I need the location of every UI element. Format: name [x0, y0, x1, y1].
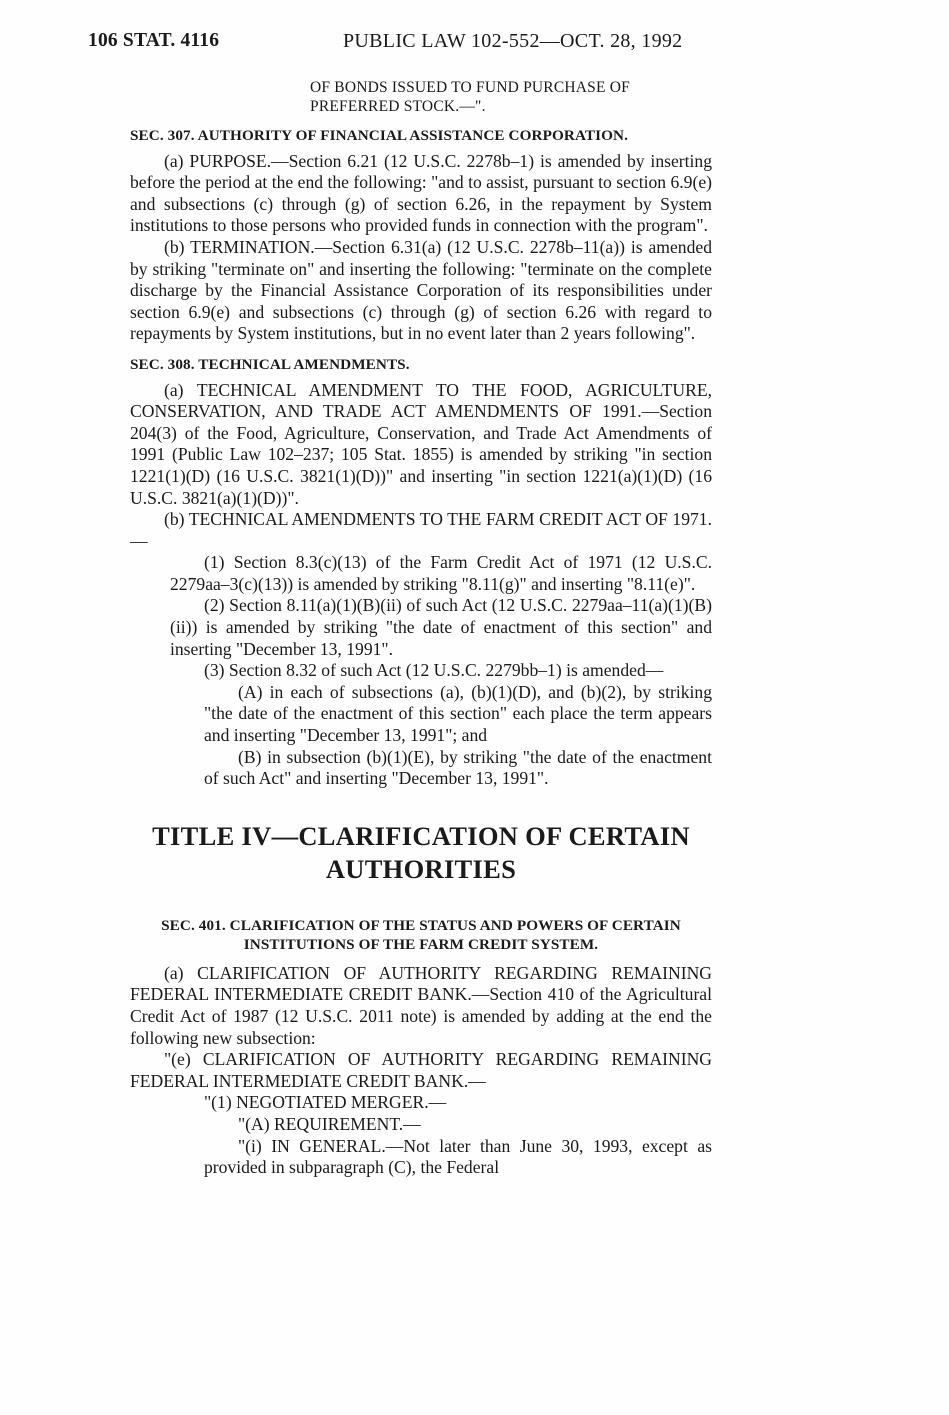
sec-307-subsection-a: (a) PURPOSE.—Section 6.21 (12 U.S.C. 2278b–1) is amended by inserting before the period at the end the following: "and to assist, pursuant to section 6.9(e) and subsections (c) through (g) of section 6.26, in the repayment by System institutions to those persons who provided funds in connection with the program".	[130, 150, 712, 236]
title-iv-heading	[130, 820, 712, 886]
section-306-continuation: OF BONDS ISSUED TO FUND PURCHASE OF PREFERRED STOCK.—".	[310, 79, 630, 115]
sec-401-heading-line-2: INSTITUTIONS OF THE FARM CREDIT SYSTEM.	[243, 935, 599, 953]
sec-401-subsection-a: (a) CLARIFICATION OF AUTHORITY REGARDING REMAINING FEDERAL INTERMEDIATE CREDIT BANK.—Section 410 of the Agricultural Credit Act of 1987 (12 U.S.C. 2011 note) is amended by adding at the end the following new subsection:	[130, 962, 712, 1048]
sec-308-b-paragraph-3: (3) Section 8.32 of such Act (12 U.S.C. 2279bb–1) is amended—	[204, 660, 664, 681]
statute-page-number: 106 STAT. 4116	[88, 30, 220, 51]
sec-401-heading	[130, 916, 712, 954]
title-iv-line-2: AUTHORITIES	[325, 853, 517, 884]
sec-308-b-paragraph-2: (2) Section 8.11(a)(1)(B)(ii) of such Act (12 U.S.C. 2279aa–11(a)(1)(B)(ii)) is amended by striking "the date of enactment of this section" and inserting "December 13, 1991".	[170, 595, 712, 659]
sec-307-heading: SEC. 307. AUTHORITY OF FINANCIAL ASSISTANCE CORPORATION.	[130, 127, 629, 144]
sec-308-b-paragraph-1: (1) Section 8.3(c)(13) of the Farm Credit Act of 1971 (12 U.S.C. 2279aa–3(c)(13)) is amended by striking "8.11(g)" and inserting "8.11(e)".	[170, 552, 712, 594]
sec-308-b-3-subparagraph-b: (B) in subsection (b)(1)(E), by striking "the date of the enactment of such Act" and inserting "December 13, 1991".	[204, 746, 712, 789]
sec-308-subsection-b: (b) TECHNICAL AMENDMENTS TO THE FARM CREDIT ACT OF 1971.—	[130, 509, 712, 551]
body-column	[130, 78, 712, 1179]
sec-308-heading: SEC. 308. TECHNICAL AMENDMENTS.	[130, 355, 410, 373]
sec-308-b-3-subparagraph-a: (A) in each of subsections (a), (b)(1)(D), and (b)(2), by striking "the date of the enactment of this section" each place the term appears and inserting "December 13, 1991"; and	[204, 681, 712, 746]
sec-401-new-subsection-e: "(e) CLARIFICATION OF AUTHORITY REGARDING REMAINING FEDERAL INTERMEDIATE CREDIT BANK.—	[130, 1049, 712, 1091]
sec-401-e-1-a-clause-i: "(i) IN GENERAL.—Not later than June 30, 1993, except as provided in subparagraph (C), the Federal	[204, 1135, 712, 1178]
sec-308-subsection-a: (a) TECHNICAL AMENDMENT TO THE FOOD, AGRICULTURE, CONSERVATION, AND TRADE ACT AMENDMENTS OF 1991.—Section 204(3) of the Food, Agriculture, Conservation, and Trade Act Amendments of 1991 (Public Law 102–237; 105 Stat. 1855) is amended by striking "in section 1221(1)(D) (16 U.S.C. 3821(1)(D))" and inserting "in section 1221(a)(1)(D) (16 U.S.C. 3821(a)(1)(D))".	[130, 379, 712, 508]
sec-307-subsection-b: (b) TERMINATION.—Section 6.31(a) (12 U.S.C. 2278b–11(a)) is amended by striking "terminate on" and inserting the following: "terminate on the complete discharge by the Financial Assistance Corporation of its responsibilities under section 6.9(e) and subsections (c) through (g) of section 6.26 with regard to repayments by System institutions, but in no event later than 2 years following".	[130, 236, 712, 344]
public-law-header: PUBLIC LAW 102-552—OCT. 28, 1992	[343, 30, 683, 52]
sec-401-e-paragraph-1: "(1) NEGOTIATED MERGER.—	[204, 1092, 447, 1113]
title-iv-line-1: TITLE IV—CLARIFICATION OF CERTAIN	[152, 820, 690, 851]
running-head	[88, 30, 868, 52]
sec-401-heading-line-1: SEC. 401. CLARIFICATION OF THE STATUS AND POWERS OF CERTAIN	[161, 916, 681, 934]
sec-401-e-1-subparagraph-a: "(A) REQUIREMENT.—	[238, 1113, 421, 1134]
